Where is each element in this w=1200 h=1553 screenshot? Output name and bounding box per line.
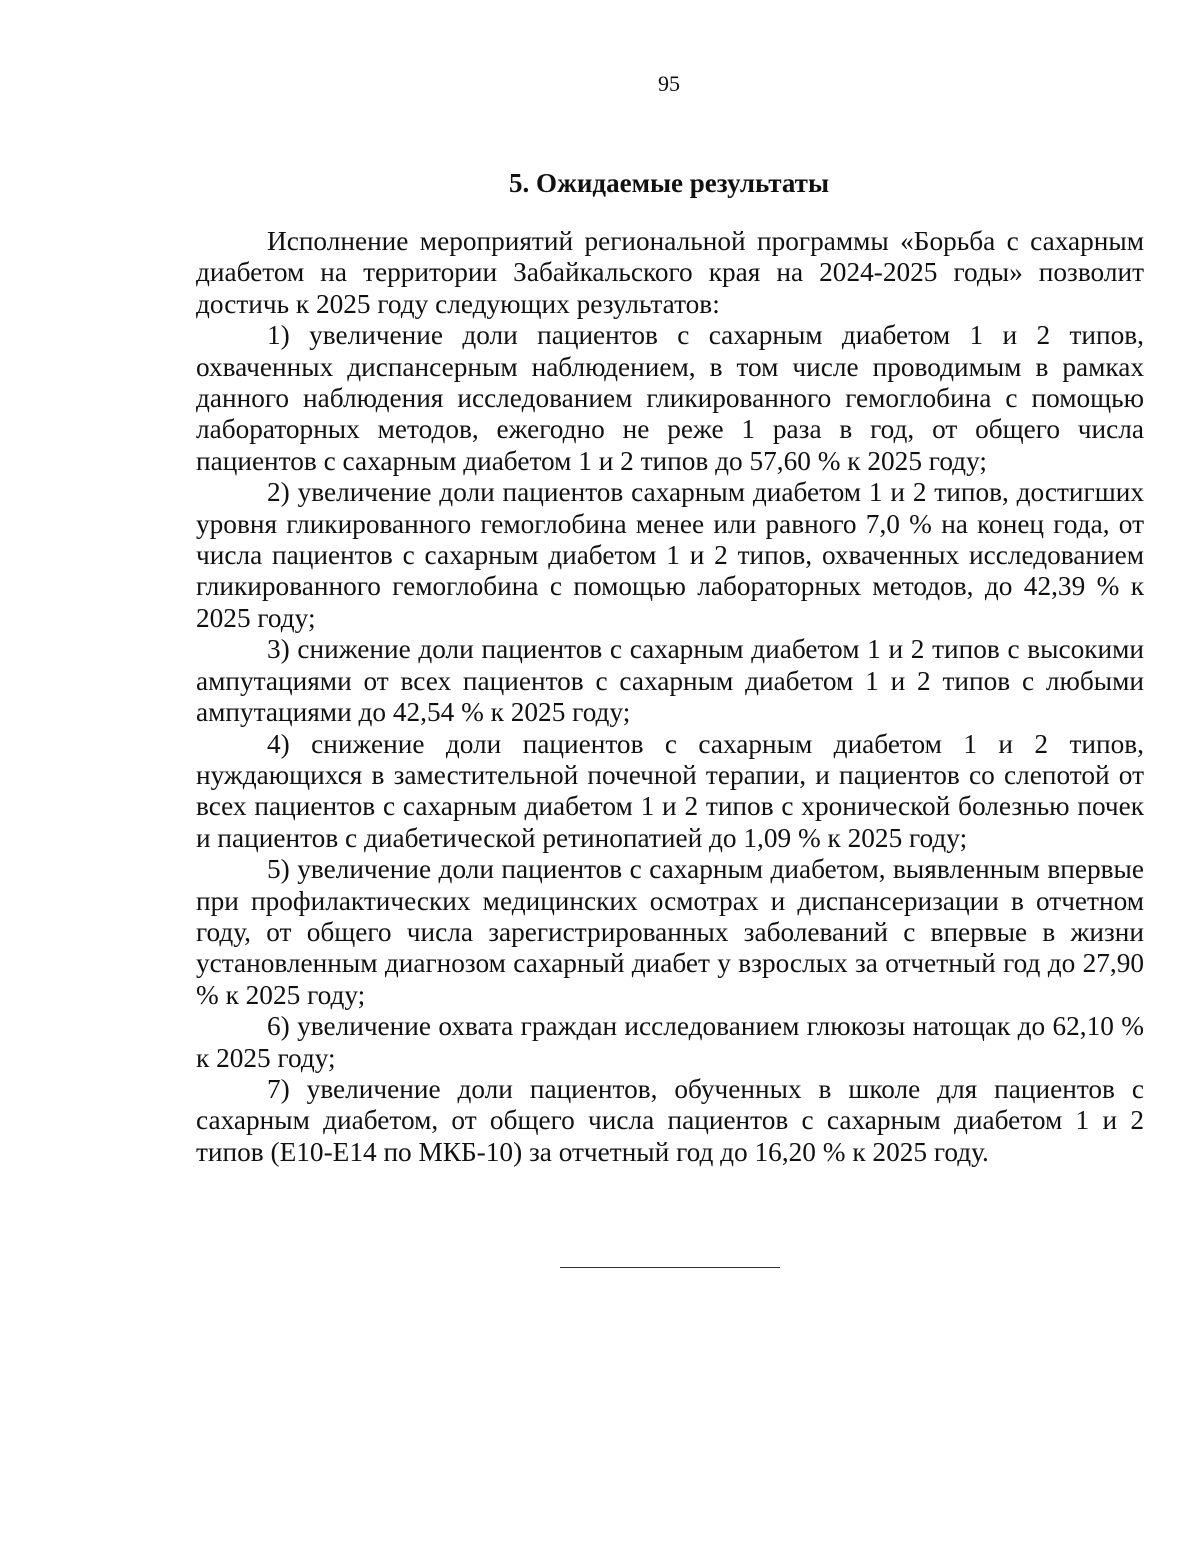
section-title: 5. Ожидаемые результаты: [508, 168, 830, 198]
result-item-5: 5) увеличение доли пациентов с сахарным диабетом, выявленным впервые при профилактических медицинских осмотрах и диспансеризации в отчетном году, от общего числа зарегистрированных заболеваний с впервые в жизни установленным диагнозом сахарный диабет у взрослых за отчетный год до 27,90 % к 2025 году;: [196, 854, 1144, 1010]
result-item-1: 1) увеличение доли пациентов с сахарным диабетом 1 и 2 типов, охваченных диспансерным наблюдением, в том числе проводимым в рамках данного наблюдения исследованием гликированного гемоглобина с помощью лабораторных методов, ежегодно не реже 1 раза в год, от общего числа пациентов с сахарным диабетом 1 и 2 типов до 57,60 % к 2025 году;: [196, 320, 1144, 476]
result-item-3: 3) снижение доли пациентов с сахарным диабетом 1 и 2 типов с высокими ампутациями от всех пациентов с сахарным диабетом 1 и 2 типов с любыми ампутациями до 42,54 % к 2025 году;: [196, 634, 1144, 728]
document-body: [196, 226, 1144, 1168]
result-item-7: 7) увеличение доли пациентов, обученных в школе для пациентов с сахарным диабетом, от общего числа пациентов с сахарным диабетом 1 и 2 типов (Е10-Е14 по МКБ-10) за отчетный год до 16,20 % к 2025 году.: [196, 1073, 1144, 1167]
result-item-6: 6) увеличение охвата граждан исследованием глюкозы натощак до 62,10 % к 2025 году;: [196, 1011, 1144, 1073]
result-item-4: 4) снижение доли пациентов с сахарным диабетом 1 и 2 типов, нуждающихся в заместительной почечной терапии, и пациентов со слепотой от всех пациентов с сахарным диабетом 1 и 2 типов с хронической болезнью почек и пациентов с диабетической ретинопатией до 1,09 % к 2025 году;: [196, 728, 1144, 853]
intro-paragraph: Исполнение мероприятий региональной программы «Борьба с сахарным диабетом на территории Забайкальского края на 2024-2025 годы» позволит достичь к 2025 году следующих результатов:: [196, 226, 1144, 319]
page-number: 95: [658, 71, 680, 96]
end-divider-line: [560, 1267, 780, 1268]
result-item-2: 2) увеличение доли пациентов сахарным диабетом 1 и 2 типов, достигших уровня гликированного гемоглобина менее или равного 7,0 % на конец года, от числа пациентов с сахарным диабетом 1 и 2 типов, охваченных исследованием гликированного гемоглобина с помощью лабораторных методов, до 42,39 % к 2025 году;: [196, 477, 1144, 633]
